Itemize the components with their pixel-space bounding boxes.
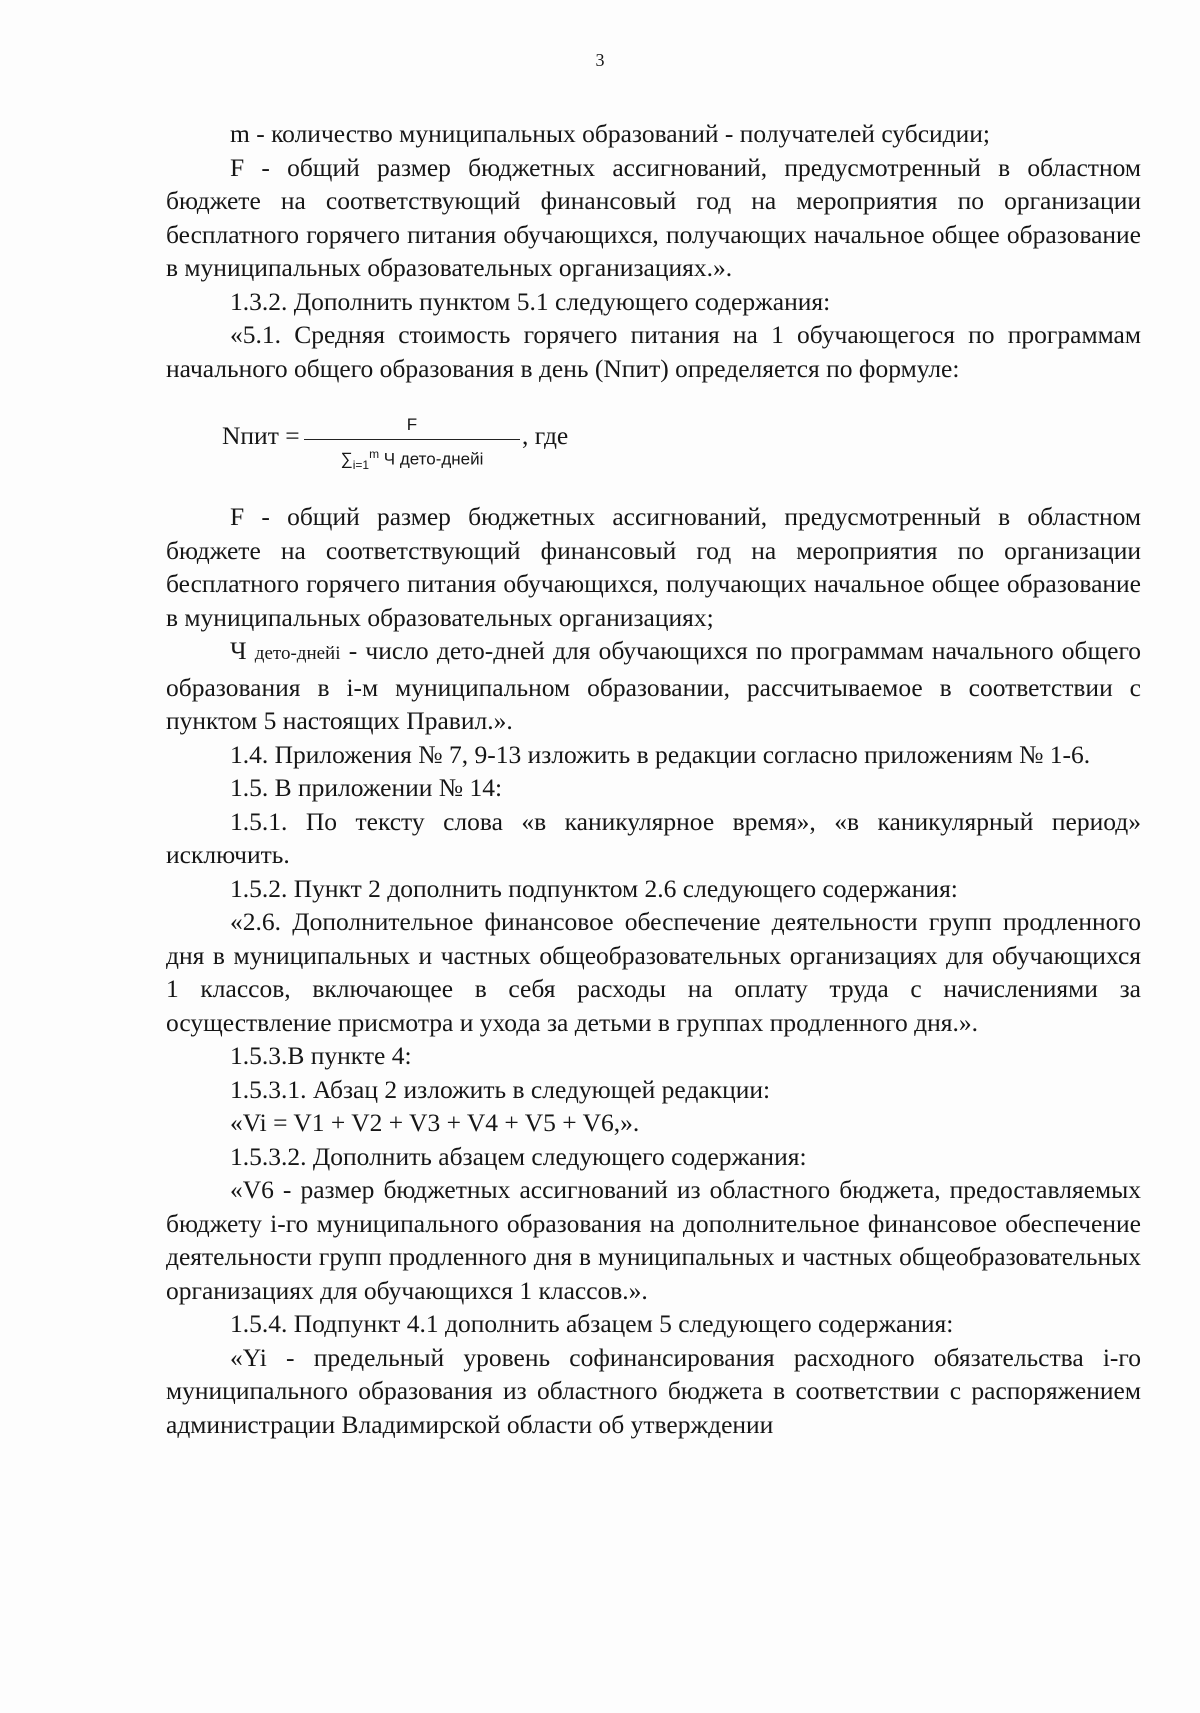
sum-upper: m — [369, 447, 380, 461]
paragraph-1-4: 1.4. Приложения № 7, 9-13 изложить в редакции согласно приложениям № 1-6. — [230, 739, 1091, 769]
ch-subscript: дето-днейi — [254, 643, 341, 664]
formula-fraction — [304, 415, 520, 476]
page-number: 3 — [595, 50, 605, 70]
formula-denominator — [304, 443, 520, 476]
definition-f: F - общий размер бюджетных ассигнований, предусмотренный в областном бюджете на соответствующий финансовый год на мероприятия по организации бесплатного горячего питания обучающихся, получающих начальное общее образование в муниципальных образовательных организациях; — [166, 502, 1141, 632]
paragraph-1-5: 1.5. В приложении № 14: — [230, 773, 503, 802]
fraction-bar — [304, 439, 520, 440]
paragraph-1-5-2: 1.5.2. Пункт 2 дополнить подпунктом 2.6 следующего содержания: — [230, 873, 958, 903]
paragraph-1-5-4: 1.5.4. Подпункт 4.1 дополнить абзацем 5 следующего содержания: — [230, 1309, 954, 1338]
formula-rhs: , где — [522, 421, 569, 450]
paragraph-v6-definition: «V6 - размер бюджетных ассигнований из областного бюджета, предоставляемых бюджету i-го муниципального образования на дополнительное финансовое обеспечение деятельности групп продленного дня в муниципальных и частных общеобразовательных организациях для обучающихся 1 классов.». — [166, 1175, 1141, 1305]
sum-lower: i=1 — [352, 458, 370, 473]
formula-npit — [166, 415, 1141, 500]
paragraph-1-3-2: 1.3.2. Дополнить пунктом 5.1 следующего содержания: — [230, 286, 831, 316]
paragraph-5-1: «5.1. Средняя стоимость горячего питания на 1 обучающегося по программам начального общего образования в день (Nпит) определяется по формуле: — [166, 320, 1141, 383]
paragraph-1-5-3-1: 1.5.3.1. Абзац 2 изложить в следующей редакции: — [230, 1074, 771, 1104]
paragraph-2-6: «2.6. Дополнительное финансовое обеспечение деятельности групп продленного дня в муниципальных и частных общеобразовательных организациях для обучающихся 1 классов, включающее в себя расходы на оплату труда с начислениями за осуществление присмотра и ухода за детьми в группах продленного дня.». — [166, 907, 1141, 1037]
paragraph-m-definition: m - количество муниципальных образований - получателей субсидии; — [230, 119, 991, 148]
denominator-term: Ч дето-днейi — [383, 449, 484, 469]
document-body — [166, 117, 1141, 1441]
ch-symbol: Ч — [230, 636, 247, 665]
ch-text: - число дето-дней для обучающихся по программам начального общего образования в i-м муниципальном образовании, рассчитываемое в соответствии с пунктом 5 настоящих Правил.». — [166, 636, 1142, 735]
paragraph-f-definition: F - общий размер бюджетных ассигнований, предусмотренный в областном бюджете на соответствующий финансовый год на мероприятия по организации бесплатного горячего питания обучающихся, получающих начальное общее образование в муниципальных образовательных организациях.». — [166, 152, 1141, 282]
formula-numerator: F — [406, 415, 418, 434]
paragraph-vi-formula: «Vi = V1 + V2 + V3 + V4 + V5 + V6,». — [230, 1108, 640, 1137]
formula-lhs: Nпит = — [222, 421, 300, 450]
paragraph-1-5-1: 1.5.1. По тексту слова «в каникулярное время», «в каникулярный период» исключить. — [166, 806, 1141, 869]
paragraph-1-5-3: 1.5.3.В пункте 4: — [230, 1041, 412, 1070]
paragraph-yi-definition: «Yi - предельный уровень софинансирования расходного обязательства i-го муниципального образования из областного бюджета в соответствии с распоряжением администрации Владимирской области об утверждении — [166, 1342, 1141, 1439]
paragraph-1-5-3-2: 1.5.3.2. Дополнить абзацем следующего содержания: — [230, 1141, 807, 1171]
definition-ch — [166, 634, 1141, 738]
sum-symbol: ∑ — [340, 449, 353, 469]
